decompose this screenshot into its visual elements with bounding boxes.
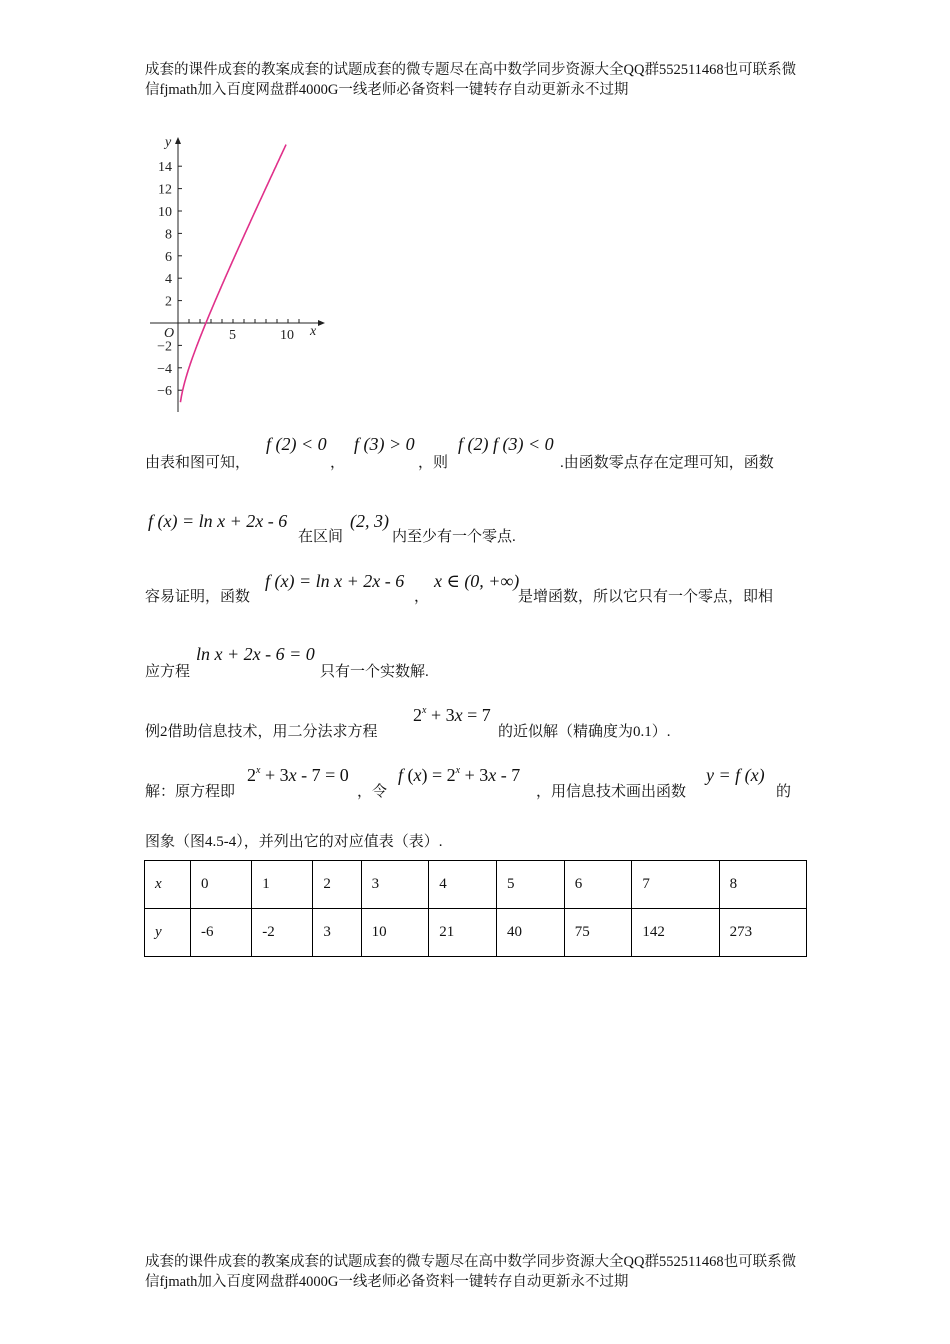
table-cell: 142	[632, 909, 719, 957]
x-axis-label: x	[310, 324, 317, 339]
para-4-text-2: 只有一个实数解.	[320, 664, 429, 680]
page-header	[145, 60, 810, 100]
math-function-def-2: f (x) = ln x + 2x - 6	[265, 571, 405, 591]
para-1-comma: ，	[330, 455, 346, 471]
origin-label: O	[164, 326, 175, 341]
function-curve	[180, 145, 286, 403]
table-cell: 1	[252, 861, 313, 909]
solution-text-5: 图象（图4.5-4），并列出它的对应值表（表）.	[145, 834, 443, 850]
table-header-x: x	[145, 861, 191, 909]
solution-text-3: ，用信息技术画出函数	[536, 784, 687, 800]
table-cell: 4	[429, 861, 497, 909]
math-domain: x ∈ (0, +∞)	[434, 571, 520, 591]
table-header-y: y	[145, 909, 191, 957]
para-3-comma: ，	[414, 589, 430, 605]
math-f3-positive: f (3) > 0	[354, 434, 415, 454]
y-axis-label: y	[165, 135, 172, 150]
table-cell: 40	[497, 909, 565, 957]
math-product-negative: f (2) f (3) < 0	[458, 434, 554, 454]
table-row-x	[145, 861, 807, 909]
footer-line-2: 信fjmath加入百度网盘群4000G一线老师必备资料一键转存自动更新永不过期	[145, 1274, 629, 1290]
table-cell: 5	[497, 861, 565, 909]
solution-text-4: 的	[776, 784, 792, 800]
graph-ticks	[178, 166, 299, 390]
y-tick-label: 4	[165, 272, 172, 288]
page-footer	[145, 1252, 810, 1292]
table-cell: -6	[191, 909, 252, 957]
math-solution-equation: 2$^x$ + 3x - 7 = 0	[247, 765, 349, 785]
math-function-def: f (x) = ln x + 2x - 6	[148, 511, 288, 531]
table-cell: 10	[361, 909, 429, 957]
para-3-text-1: 容易证明，函数	[145, 589, 251, 605]
y-tick-label: 2	[165, 294, 172, 310]
table-cell: 6	[564, 861, 632, 909]
footer-line-1: 成套的课件成套的教案成套的试题成套的微专题尽在高中数学同步资源大全QQ群552511468也可联系微	[145, 1254, 797, 1270]
y-tick-label: −4	[157, 361, 172, 377]
x-tick-label: 5	[229, 328, 236, 343]
math-y-equals-fx: y = f (x)	[706, 765, 765, 785]
example-2-text-2: 的近似解（精确度为0.1）.	[498, 724, 671, 740]
header-line-2: 信fjmath加入百度网盘群4000G一线老师必备资料一键转存自动更新永不过期	[145, 82, 629, 98]
para-4-text-1: 应方程	[145, 664, 191, 680]
x-tick-label: 10	[280, 328, 294, 343]
y-tick-label: 12	[158, 182, 172, 198]
y-tick-label: 14	[158, 160, 172, 176]
header-line-1: 成套的课件成套的教案成套的试题成套的微专题尽在高中数学同步资源大全QQ群552511468也可联系微	[145, 62, 797, 78]
table-cell: 7	[632, 861, 719, 909]
math-example-equation: 2$^x$ + 3x = 7	[413, 705, 491, 725]
graph-axes	[150, 140, 322, 412]
para-1-text-1: 由表和图可知，	[145, 455, 251, 471]
para-1	[145, 451, 250, 472]
table-cell: 0	[191, 861, 252, 909]
math-solution-function: f $(x) = 2^x + 3x - 7$	[398, 765, 521, 785]
graph-labels	[157, 135, 317, 399]
y-tick-label: 8	[165, 227, 172, 243]
table-cell: 2	[313, 861, 361, 909]
solution-text-1: 解：原方程即	[145, 784, 236, 800]
function-graph	[140, 130, 330, 420]
table-cell: 3	[313, 909, 361, 957]
table-cell: -2	[252, 909, 313, 957]
math-f2-negative: f (2) < 0	[266, 434, 327, 454]
y-tick-label: −2	[157, 339, 172, 355]
math-equation: ln x + 2x - 6 = 0	[196, 644, 315, 664]
para-1-then: ，则	[418, 455, 449, 471]
table-cell: 21	[429, 909, 497, 957]
para-3-text-3: 是增函数，所以它只有一个零点，即相	[518, 589, 774, 605]
table-row-y	[145, 909, 807, 957]
y-tick-label: 10	[158, 205, 172, 220]
table-cell: 273	[719, 909, 806, 957]
table-cell: 75	[564, 909, 632, 957]
example-2-text-1: 例2借助信息技术，用二分法求方程	[145, 724, 378, 740]
para-2-text-1: 在区间	[298, 529, 344, 545]
table-cell: 3	[361, 861, 429, 909]
math-interval-2-3: (2, 3)	[350, 511, 389, 531]
solution-let: ，令	[357, 784, 388, 800]
value-table	[144, 860, 807, 957]
y-tick-label: −6	[157, 384, 172, 400]
para-1-text-4: .由函数零点存在定理可知，函数	[560, 455, 774, 471]
table-cell: 8	[719, 861, 806, 909]
para-2-text-2: 内至少有一个零点.	[392, 529, 516, 545]
y-tick-label: 6	[165, 249, 172, 265]
